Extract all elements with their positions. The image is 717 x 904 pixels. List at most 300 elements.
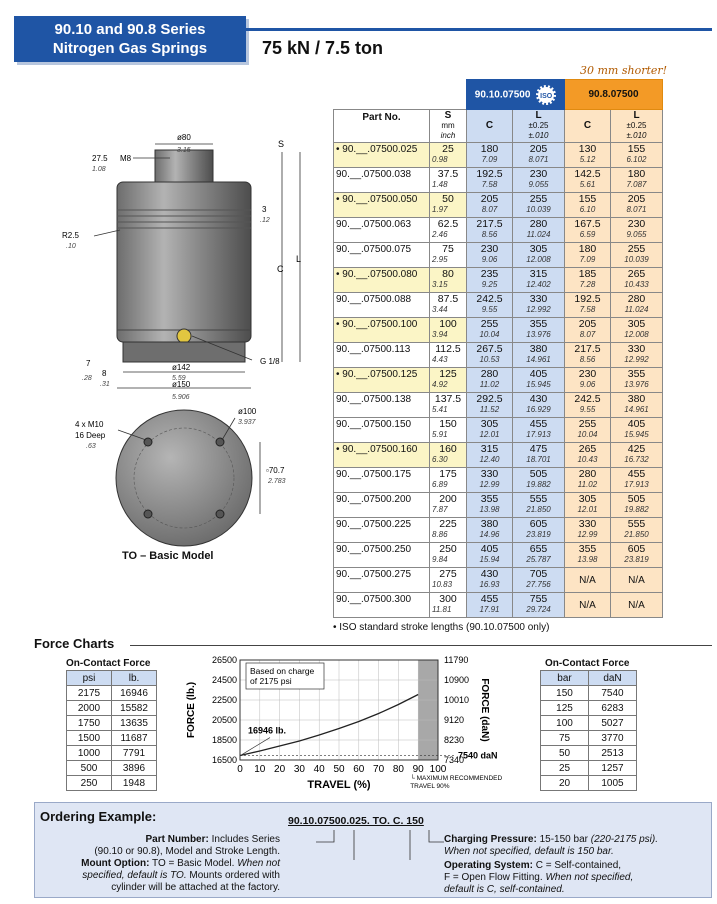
- metric-value: 455: [480, 593, 499, 605]
- spec-cell-c2: [565, 468, 611, 493]
- force-cell: 50: [541, 746, 589, 761]
- metric-value: 230: [627, 218, 646, 230]
- col-l-short: L ±0.25 ±.010: [611, 110, 663, 143]
- spec-cell-s: [430, 343, 467, 368]
- inch-value: 10.039: [526, 205, 551, 214]
- lb-col-header: lb.: [112, 671, 157, 686]
- force-row: [541, 701, 637, 716]
- inch-value: 1.97: [432, 205, 448, 214]
- metric-value: 280: [578, 468, 597, 480]
- spec-cell-c2: [565, 318, 611, 343]
- metric-value: 430: [529, 393, 548, 405]
- metric-value: 605: [627, 543, 646, 555]
- start-dan-label: 7540 daN: [458, 750, 498, 761]
- metric-value: 280: [480, 368, 499, 380]
- inch-value: 9.055: [528, 180, 549, 189]
- dim-r25: R2.5: [62, 231, 79, 240]
- cylinder-base: [123, 342, 245, 362]
- force-cell: 75: [541, 731, 589, 746]
- inch-value: 14.961: [624, 405, 649, 414]
- metric-value: 300: [439, 593, 457, 605]
- force-row: [541, 776, 637, 791]
- spec-row: [334, 393, 663, 418]
- metric-value: 235: [480, 268, 499, 280]
- x-tick-label: 50: [333, 764, 345, 775]
- force-cell: 1948: [112, 776, 157, 791]
- spec-cell-l1: [513, 443, 565, 468]
- inch-value: 18.701: [526, 455, 551, 464]
- spec-row: [334, 243, 663, 268]
- inch-value: 8.071: [528, 155, 549, 164]
- metric-value: 255: [480, 318, 499, 330]
- spec-cell-c1: [467, 418, 513, 443]
- part-number: 90.__.07500.088: [334, 293, 430, 318]
- metric-value: 242.5: [574, 393, 601, 405]
- metric-value: 185: [578, 268, 597, 280]
- inch-value: 12.01: [577, 505, 598, 514]
- spec-cell-l1: [513, 393, 565, 418]
- inch-value: 1.48: [432, 180, 448, 189]
- metric-value: 100: [439, 318, 457, 330]
- technical-drawing: [20, 130, 330, 580]
- max-travel-note: └ MAXIMUM RECOMMENDED: [410, 775, 503, 782]
- spec-row: [334, 468, 663, 493]
- part-number: 90.__.07500.113: [334, 343, 430, 368]
- mount-hole-icon: [144, 510, 152, 518]
- spec-row: [334, 368, 663, 393]
- dim-dia100: ø100: [238, 407, 257, 416]
- header-rule: [246, 28, 712, 31]
- x-tick-label: 80: [392, 764, 404, 775]
- col-part: Part No.: [334, 110, 430, 143]
- force-row: [541, 761, 637, 776]
- inch-value: 7.28: [579, 280, 596, 289]
- inch-value: 6.10: [579, 205, 596, 214]
- metric-value: 150: [439, 418, 457, 430]
- col-s: S mm inch: [430, 110, 467, 143]
- y-tick-label: 20500: [211, 715, 237, 725]
- inch-value: 12.992: [526, 305, 551, 314]
- spec-cell-s: [430, 593, 467, 618]
- metric-value: 305: [529, 243, 548, 255]
- dim-dia80-in: 3.15: [177, 147, 191, 154]
- metric-value: 192.5: [476, 168, 503, 180]
- spec-cell-l1: [513, 418, 565, 443]
- dim-m10-in: .63: [86, 443, 96, 450]
- inch-value: 11.81: [432, 605, 452, 614]
- part-number: 90.__.07500.150: [334, 418, 430, 443]
- y-tick-label: 16500: [211, 755, 237, 765]
- spec-cell-l1: [513, 143, 565, 168]
- spec-cell-l1: [513, 293, 565, 318]
- fill-valve-icon: [177, 329, 191, 343]
- metric-value: 380: [529, 343, 548, 355]
- metric-value: 25: [442, 143, 454, 155]
- y2-tick-label: 10900: [444, 675, 470, 685]
- force-cell: 16946: [112, 686, 157, 701]
- x-tick-label: 100: [429, 764, 447, 775]
- inch-value: 6.102: [626, 155, 647, 164]
- spec-cell-l2: [611, 193, 663, 218]
- spec-cell-s: [430, 543, 467, 568]
- ordering-code: 90.10.07500.025. TO. C. 150: [288, 815, 424, 827]
- inch-value: 17.913: [526, 430, 551, 439]
- metric-value: 125: [439, 368, 457, 380]
- force-row: [67, 686, 157, 701]
- spec-cell-s: [430, 268, 467, 293]
- spec-cell-l2: [611, 393, 663, 418]
- force-row: [67, 746, 157, 761]
- x-tick-label: 0: [237, 764, 243, 775]
- spec-row: [334, 418, 663, 443]
- inch-value: 15.94: [479, 555, 500, 564]
- metric-value: 230: [480, 243, 499, 255]
- inch-value: 13.98: [479, 505, 500, 514]
- spec-cell-c1: [467, 193, 513, 218]
- bar-table-title: On-Contact Force: [545, 658, 630, 669]
- force-cell: 7540: [589, 686, 637, 701]
- spec-cell-l2: [611, 293, 663, 318]
- part-number: • 90.__.07500.100: [334, 318, 430, 343]
- y-tick-label: 18500: [211, 735, 237, 745]
- inch-value: 4.92: [432, 380, 448, 389]
- dim-r25-in: .10: [66, 243, 76, 250]
- inch-value: 5.41: [432, 405, 448, 414]
- spec-cell-l2: [611, 418, 663, 443]
- spec-cell-c2: [565, 143, 611, 168]
- force-row: [541, 686, 637, 701]
- part-number: 90.__.07500.075: [334, 243, 430, 268]
- inch-value: 9.055: [626, 230, 647, 239]
- dim-3-in: .12: [260, 217, 270, 224]
- spec-cell-s: [430, 493, 467, 518]
- psi-table-title: On-Contact Force: [66, 658, 151, 669]
- force-cell: 7791: [112, 746, 157, 761]
- dim-l: L: [296, 254, 302, 264]
- inch-value: 23.819: [526, 530, 551, 539]
- dim-sq70-in: 2.783: [268, 478, 286, 485]
- inch-value: 6.59: [579, 230, 596, 239]
- force-cell: 13635: [112, 716, 157, 731]
- y2-tick-label: 8230: [444, 735, 465, 745]
- inch-value: 12.402: [526, 280, 551, 289]
- metric-value: 112.5: [435, 343, 461, 355]
- y2-tick-label: 7340: [444, 755, 465, 765]
- inch-value: 9.06: [481, 255, 498, 264]
- spec-cell-c1: [467, 293, 513, 318]
- inch-value: 9.84: [432, 555, 448, 564]
- spec-cell-l2: [611, 143, 663, 168]
- inch-value: 12.99: [577, 530, 598, 539]
- y-axis-label: FORCE (lb.): [186, 681, 197, 739]
- part-number: 90.__.07500.063: [334, 218, 430, 243]
- spec-cell-c2: [565, 293, 611, 318]
- inch-value: 15.945: [624, 430, 649, 439]
- spec-row: [334, 568, 663, 593]
- force-row: [67, 701, 157, 716]
- spec-cell-l1: [513, 343, 565, 368]
- metric-value: 80: [442, 268, 454, 280]
- dim-m8-x-in: 1.08: [92, 166, 106, 173]
- spec-cell-l1: [513, 243, 565, 268]
- inch-value: 27.756: [526, 580, 551, 589]
- spec-cell-s: [430, 468, 467, 493]
- y-tick-label: 22500: [211, 695, 237, 705]
- inch-value: 21.850: [624, 530, 649, 539]
- spec-row: [334, 318, 663, 343]
- spec-cell-c2: [565, 443, 611, 468]
- inch-value: 4.43: [432, 355, 448, 364]
- force-cell: 500: [67, 761, 112, 776]
- metric-value: 305: [480, 418, 499, 430]
- spec-cell-c1: [467, 368, 513, 393]
- inch-value: 12.008: [624, 330, 649, 339]
- piston-rod: [155, 150, 213, 182]
- inch-value: 3.15: [432, 280, 448, 289]
- inch-value: 16.93: [479, 580, 500, 589]
- inch-value: 12.01: [479, 430, 500, 439]
- inch-value: 14.961: [526, 355, 551, 364]
- spec-cell-l1: [513, 218, 565, 243]
- inch-value: 10.53: [479, 355, 500, 364]
- spec-cell-c1: [467, 593, 513, 618]
- metric-value: 50: [442, 193, 454, 205]
- y2-axis-label: FORCE (daN): [479, 678, 490, 742]
- spec-row: [334, 493, 663, 518]
- metric-value: 315: [529, 268, 548, 280]
- metric-value: 242.5: [476, 293, 503, 305]
- inch-value: 21.850: [526, 505, 551, 514]
- metric-value: 655: [529, 543, 548, 555]
- x-tick-label: 40: [313, 764, 325, 775]
- metric-value: 705: [529, 568, 548, 580]
- dim-dia142-in: 5.59: [172, 375, 186, 382]
- dim-dia150: ø150: [172, 380, 191, 389]
- bar-force-table: [540, 670, 637, 791]
- force-cell: 150: [541, 686, 589, 701]
- force-cell: 1000: [67, 746, 112, 761]
- dim-dia142: ø142: [172, 363, 191, 372]
- inch-value: 11.024: [624, 305, 649, 314]
- spec-row: [334, 543, 663, 568]
- base-disc: [116, 410, 252, 546]
- metric-value: 205: [627, 193, 646, 205]
- inch-value: 3.94: [432, 330, 448, 339]
- spec-cell-l2: [611, 268, 663, 293]
- inch-value: 11.02: [479, 380, 500, 389]
- inch-value: 15.945: [526, 380, 551, 389]
- inch-value: 17.913: [624, 480, 649, 489]
- spec-cell-l2: [611, 543, 663, 568]
- metric-value: 265: [627, 268, 646, 280]
- x-tick-label: 70: [373, 764, 385, 775]
- inch-value: 8.07: [481, 205, 498, 214]
- model-short-header: 90.8.07500: [565, 80, 663, 110]
- basic-model-caption: TO – Basic Model: [122, 550, 214, 562]
- part-number: • 90.__.07500.025: [334, 143, 430, 168]
- x-tick-label: 10: [254, 764, 266, 775]
- metric-value: 380: [627, 393, 646, 405]
- iso-badge-icon: ISO: [536, 85, 556, 105]
- y2-tick-label: 10010: [444, 695, 470, 705]
- inch-value: 10.04: [479, 330, 500, 339]
- inch-value: 17.91: [479, 605, 500, 614]
- metric-value: 355: [529, 318, 548, 330]
- force-cell: 11687: [112, 731, 157, 746]
- inch-value: 5.12: [579, 155, 596, 164]
- inch-value: 9.25: [481, 280, 498, 289]
- inch-value: 11.02: [577, 480, 598, 489]
- part-number: 90.__.07500.175: [334, 468, 430, 493]
- part-number: 90.__.07500.138: [334, 393, 430, 418]
- inch-value: 12.40: [479, 455, 500, 464]
- part-number: • 90.__.07500.050: [334, 193, 430, 218]
- force-row: [67, 716, 157, 731]
- part-number: 90.__.07500.200: [334, 493, 430, 518]
- dim-m8: M8: [120, 154, 132, 163]
- spec-cell-c1: [467, 243, 513, 268]
- inch-value: 23.819: [624, 555, 649, 564]
- spec-cell-c1: [467, 518, 513, 543]
- inch-value: 12.008: [526, 255, 551, 264]
- inch-value: 19.882: [624, 505, 649, 514]
- mount-hole-icon: [216, 510, 224, 518]
- inch-value: 8.071: [626, 205, 647, 214]
- inch-value: 9.55: [481, 305, 498, 314]
- metric-value: 425: [627, 443, 646, 455]
- spec-row: [334, 518, 663, 543]
- metric-value: 130: [578, 143, 597, 155]
- spec-cell-l1: [513, 268, 565, 293]
- spec-cell-c2: [565, 218, 611, 243]
- part-number: 90.__.07500.038: [334, 168, 430, 193]
- x-tick-label: 30: [293, 764, 305, 775]
- metric-value: 205: [529, 143, 548, 155]
- spec-cell-l2: N/A: [611, 593, 663, 618]
- spec-cell-l1: [513, 468, 565, 493]
- metric-value: 205: [578, 318, 597, 330]
- metric-value: 405: [480, 543, 499, 555]
- spec-cell-c1: [467, 318, 513, 343]
- model-iso-header: 90.10.07500 ISO: [467, 80, 565, 110]
- metric-value: 355: [627, 368, 646, 380]
- force-cell: 3770: [589, 731, 637, 746]
- spec-cell-c2: [565, 543, 611, 568]
- force-charts-title: Force Charts: [34, 636, 115, 651]
- spec-cell-c2: [565, 168, 611, 193]
- spec-cell-l1: [513, 168, 565, 193]
- dim-3: 3: [262, 205, 267, 214]
- inch-value: 7.087: [626, 180, 647, 189]
- metric-value: 180: [578, 243, 597, 255]
- spec-cell-c1: [467, 568, 513, 593]
- series-badge: [14, 16, 246, 62]
- spec-cell-s: [430, 318, 467, 343]
- spec-cell-l1: [513, 193, 565, 218]
- metric-value: 255: [627, 243, 646, 255]
- inch-value: 8.86: [432, 530, 448, 539]
- spec-cell-l2: [611, 243, 663, 268]
- part-number: 90.__.07500.275: [334, 568, 430, 593]
- dim-dia100-in: 3.937: [238, 419, 256, 426]
- inch-value: 7.09: [481, 155, 498, 164]
- spec-cell-c1: [467, 268, 513, 293]
- metric-value: 192.5: [574, 293, 601, 305]
- spec-cell-l1: [513, 493, 565, 518]
- inch-value: 8.56: [579, 355, 596, 364]
- dim-8-in: .31: [100, 381, 110, 388]
- force-row: [67, 776, 157, 791]
- inch-value: 10.83: [432, 580, 453, 589]
- spec-row: [334, 143, 663, 168]
- metric-value: 267.5: [476, 343, 503, 355]
- inch-value: 10.433: [624, 280, 649, 289]
- force-cell: 250: [67, 776, 112, 791]
- spec-cell-l1: [513, 518, 565, 543]
- spec-row: [334, 168, 663, 193]
- spec-cell-s: [430, 568, 467, 593]
- inch-value: 11.52: [479, 405, 500, 414]
- spec-cell-l2: [611, 468, 663, 493]
- inch-value: 7.87: [432, 505, 448, 514]
- dan-col-header: daN: [589, 671, 637, 686]
- inch-value: 8.07: [579, 330, 596, 339]
- inch-value: 8.56: [481, 230, 498, 239]
- spec-cell-l1: [513, 543, 565, 568]
- col-c-short: C: [565, 110, 611, 143]
- metric-value: 217.5: [476, 218, 503, 230]
- x-tick-label: 90: [412, 764, 424, 775]
- metric-value: 250: [439, 543, 457, 555]
- inch-value: 13.976: [526, 330, 551, 339]
- metric-value: 75: [442, 243, 454, 255]
- inch-value: 11.024: [526, 230, 551, 239]
- inch-value: 14.96: [479, 530, 500, 539]
- spec-cell-l2: [611, 518, 663, 543]
- metric-value: 455: [627, 468, 646, 480]
- inch-value: 6.89: [432, 480, 448, 489]
- inch-value: 12.992: [624, 355, 649, 364]
- force-row: [67, 731, 157, 746]
- spec-cell-c1: [467, 468, 513, 493]
- dim-7-in: .28: [82, 375, 92, 382]
- iso-footnote: • ISO standard stroke lengths (90.10.07500 only): [333, 622, 550, 633]
- shorter-note: 30 mm shorter!: [580, 64, 668, 77]
- series-title-line1: 90.10 and 90.8 Series: [54, 21, 206, 38]
- metric-value: 280: [529, 218, 548, 230]
- metric-value: 160: [439, 443, 457, 455]
- col-l-iso: L ±0.25 ±.010: [513, 110, 565, 143]
- force-cell: 15582: [112, 701, 157, 716]
- spec-row: [334, 343, 663, 368]
- y-tick-label: 24500: [211, 675, 237, 685]
- metric-value: 305: [578, 493, 597, 505]
- inch-value: 13.976: [624, 380, 649, 389]
- spec-cell-l2: [611, 368, 663, 393]
- spec-cell-c2: [565, 343, 611, 368]
- dim-dia80: ø80: [177, 133, 191, 142]
- spec-cell-l1: [513, 593, 565, 618]
- inch-value: 29.724: [526, 605, 551, 614]
- inch-value: 3.44: [432, 305, 448, 314]
- spec-cell-s: [430, 218, 467, 243]
- metric-value: 180: [627, 168, 646, 180]
- metric-value: 555: [529, 493, 548, 505]
- force-cell: 25: [541, 761, 589, 776]
- spec-row: [334, 218, 663, 243]
- charge-note: of 2175 psi: [250, 676, 292, 686]
- col-c-iso: C: [467, 110, 513, 143]
